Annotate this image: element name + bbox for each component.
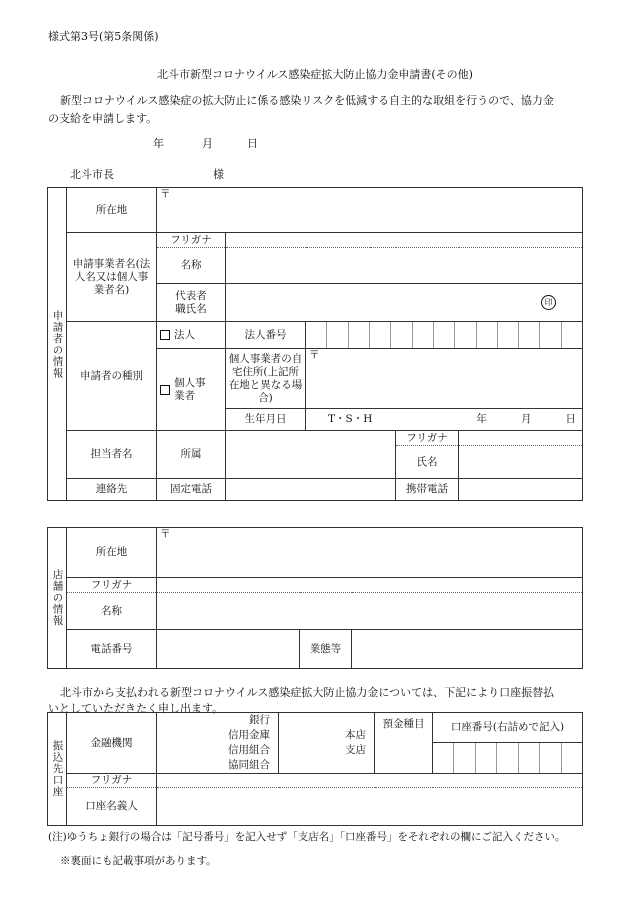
back-note: ※裏面にも記載事項があります。 <box>60 855 217 867</box>
corp-number-label: 法人番号 <box>226 322 306 349</box>
name-label: 名称 <box>157 248 226 284</box>
department-field[interactable] <box>226 431 396 479</box>
applicant-section-label: 申請者の情報 <box>48 188 67 501</box>
individual-checkbox[interactable] <box>160 385 170 395</box>
store-furigana-field[interactable] <box>157 578 583 593</box>
applicant-type-label: 申請者の種別 <box>67 322 157 431</box>
contact-name-field[interactable] <box>459 446 583 479</box>
contact-name-label: 氏名 <box>396 446 459 479</box>
representative-field[interactable] <box>226 284 583 322</box>
store-postal-mark: 〒 <box>160 528 171 540</box>
name-field[interactable] <box>226 248 583 284</box>
home-address-label: 個人事業者の自宅住所(上記所在地と異なる場合) <box>226 349 306 409</box>
intro-line-2: の支給を申請します。 <box>48 112 158 125</box>
corp-checkbox[interactable] <box>160 330 170 340</box>
birth-date-label: 生年月日 <box>226 409 306 431</box>
birth-date-field[interactable] <box>306 409 583 431</box>
holder-furigana-label: フリガナ <box>67 774 157 788</box>
addressee: 北斗市長 <box>70 168 114 181</box>
bank-table <box>47 712 583 826</box>
holder-field[interactable] <box>157 788 583 826</box>
holder-furigana-field[interactable] <box>157 774 583 788</box>
store-table <box>47 527 583 669</box>
store-address-field[interactable] <box>157 528 583 578</box>
contact-furigana-field[interactable] <box>459 431 583 446</box>
individual-checkbox-cell[interactable] <box>157 349 226 431</box>
birth-year-unit: 年 <box>476 413 487 425</box>
contact-person-label: 担当者名 <box>67 431 157 479</box>
intro-line-1: 新型コロナウイルス感染症の拡大防止に係る感染リスクを低減する自主的な取組を行うので、協力金 <box>60 94 554 107</box>
individual-label: 個人事業者 <box>174 376 206 402</box>
note: (注)ゆうちょ銀行の場合は「記号番号」を記入せず「支店名」「口座番号」をそれぞれの欄にご記入ください。 <box>48 831 566 843</box>
store-name-label: 名称 <box>67 593 157 630</box>
store-phone-field[interactable] <box>157 630 300 669</box>
landline-field[interactable] <box>226 479 396 501</box>
institution-label: 金融機関 <box>67 713 157 774</box>
home-postal-mark: 〒 <box>309 349 320 361</box>
era-options: T・S・H <box>328 413 373 425</box>
store-section-label: 店舗の情報 <box>48 528 67 669</box>
furigana-field[interactable] <box>226 233 583 248</box>
business-name-label: 申請事業者名(法人名又は個人事業者名) <box>67 233 157 322</box>
form-title: 北斗市新型コロナウイルス感染症拡大防止協力金申請書(その他) <box>157 68 473 81</box>
business-type-field[interactable] <box>352 630 583 669</box>
corp-number-field[interactable] <box>306 322 583 349</box>
addressee-honorific: 様 <box>213 168 224 181</box>
applicant-table <box>47 187 583 501</box>
date-year-label: 年 <box>153 137 164 150</box>
deposit-type-cell[interactable] <box>375 713 433 774</box>
bank-types[interactable]: 銀行 信用金庫 信用組合 協同組合 <box>157 713 279 774</box>
landline-label: 固定電話 <box>157 479 226 501</box>
branch-types[interactable]: 本店 支店 <box>279 713 375 774</box>
store-name-field[interactable] <box>157 593 583 630</box>
furigana-label: フリガナ <box>157 233 226 248</box>
birth-month-unit: 月 <box>520 413 532 425</box>
business-type-label: 業態等 <box>300 630 352 669</box>
seal-mark: 印 <box>541 295 556 310</box>
transfer-intro-line-1: 北斗市から支払われる新型コロナウイルス感染症拡大防止協力金については、下記により口座振替払 <box>60 686 555 699</box>
birth-day-unit: 日 <box>565 413 577 425</box>
contact-furigana-label: フリガナ <box>396 431 459 446</box>
contact-label: 連絡先 <box>67 479 157 501</box>
holder-label: 口座名義人 <box>67 788 157 826</box>
address-label: 所在地 <box>67 188 157 233</box>
bank-section-label: 振込先口座 <box>48 713 67 826</box>
form-number: 様式第3号(第5条関係) <box>48 30 159 43</box>
corp-checkbox-cell[interactable] <box>157 322 226 349</box>
address-field[interactable] <box>157 188 583 233</box>
date-month-label: 月 <box>202 137 213 150</box>
mobile-label: 携帯電話 <box>396 479 459 501</box>
account-number-cell[interactable] <box>433 713 583 774</box>
store-furigana-label: フリガナ <box>67 578 157 593</box>
store-address-label: 所在地 <box>67 528 157 578</box>
home-address-field[interactable] <box>306 349 583 409</box>
date-day-label: 日 <box>247 137 258 150</box>
postal-mark: 〒 <box>160 188 171 200</box>
deposit-type-label: 預金種目 <box>382 718 425 730</box>
corp-label: 法人 <box>174 328 195 341</box>
store-phone-label: 電話番号 <box>67 630 157 669</box>
account-number-label: 口座番号(右詰めで記入) <box>433 713 582 743</box>
mobile-field[interactable] <box>459 479 583 501</box>
representative-label: 代表者職氏名 <box>157 284 226 322</box>
transfer-intro-line-2: いとしていただきたく申し出ます。 <box>48 702 224 715</box>
department-label: 所属 <box>157 431 226 479</box>
